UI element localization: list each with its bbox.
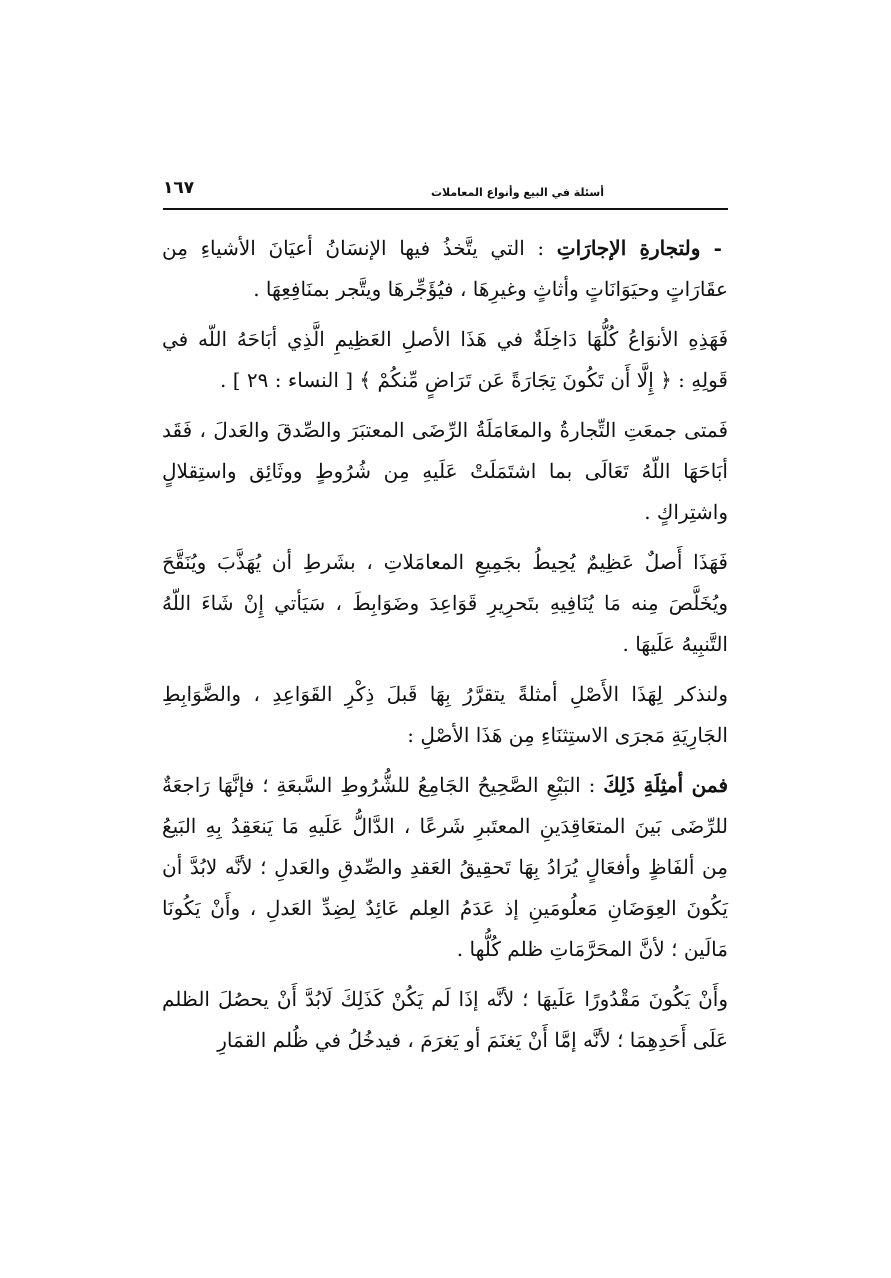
paragraph-text: وأَنْ يَكُونَ مَقْدُورًا عَلَيهَا ؛ لأنَّه إذَا لَم يَكُنْ كَذَلِكَ لَابُدَّ أَنْ يحصُلَ الظلم عَلَى أَحَدِهِمَا ؛ لأنَّه إمَّا أَنْ يَغنَمَ أو يَغرَمَ ، فيدخُلُ في ظُلم القمَارِ [162,987,728,1052]
paragraph [162,765,728,970]
body-text [162,228,728,1070]
paragraph [162,410,728,533]
paragraph-lead: فمن أمثِلَةِ ذَلِكَ [603,773,729,797]
paragraph-text: فَمتى جمعَتِ التِّجارةُ والمعَامَلَةُ الرِّضَى المعتبَرَ والصِّدقَ والعَدلَ ، فَقَد أبَاحَهَا اللّهُ تَعَالَى بما اشتَمَلَتْ عَلَيهِ مِن شُرُوطٍ ووثَائِق واستِقلالٍ واشتِراكٍ . [162,418,728,524]
paragraph [162,979,728,1061]
header-rule [163,208,728,210]
page-number: ١٦٧ [163,178,195,198]
paragraph [162,674,728,756]
paragraph-lead: - ولتجارةِ الإجارَاتِ [556,236,722,260]
paragraph [162,542,728,665]
paragraph [162,228,728,310]
paragraph-text: : البَيْعِ الصَّحِيحُ الجَامِعُ للشُّرُوطِ السَّبعَةِ ؛ فإنَّهَا رَاجعَةٌ للرِّضَى بَينَ المتعَاقِدَينِ المعتَبرِ شَرعًا ، الدَّالُّ عَلَيهِ مَا يَنعَقِدُ بِهِ البَيعُ مِن ألفَاظٍ وأفعَالٍ يُرَادُ بِهَا تَحقِيقُ العَقدِ والصِّدقِ والعَدلِ ؛ لأنَّه لابُدَّ أن يَكُونَ العِوَضَانِ مَعلُومَينِ إذ عَدَمُ العِلم عَائِدٌ لِضِدِّ العَدلِ ، وأَنْ يَكُونَا مَالَين ؛ لأنَّ المحَرَّمَاتِ ظلم كُلُّها . [162,773,728,961]
header-title: أسئلة في البيع وأنواع المعاملات [430,186,604,199]
running-header [163,176,891,210]
paragraph [162,319,728,401]
paragraph-text: : التي يتَّخذُ فيها الإنسَانُ أعيَانَ الأشياءِ مِن عقَارَاتٍ وحيَوَانَاتٍ وأثاثٍ وغيرِهَا ، فيُؤَجِّرهَا ويتَّجر بمنَافِعِهَا . [162,236,728,301]
paragraph-text: ولنذكر لِهَذَا الأَصْلِ أمثلةً يتقرَّرُ بِهَا قَبلَ ذِكْرِ القَوَاعِدِ ، والضَّوَابِطِ الجَارِيَةِ مَجرَى الاستِثنَاءِ مِن هَذَا الأصْلِ : [162,682,728,747]
paragraph-text: فَهَذَا أَصلٌ عَظِيمٌ يُحِيطُ بجَمِيعِ المعامَلاتِ ، بشَرطِ أن يُهَذَّبَ ويُنَقَّحَ ويُخَلَّصَ مِنه مَا يُنَافِيهِ بتَحرِيرِ قَوَاعِدَ وضَوَابِطَ ، سَيَأتي إِنْ شَاءَ اللّهُ التَّنبِيهُ عَلَيهَا . [162,550,728,656]
paragraph-text: فَهَذِهِ الأنوَاعُ كُلُّهَا دَاخِلَةٌ في هَذَا الأصلِ العَظِيمِ الَّذِي أبَاحَهُ اللّه في قَولِهِ : ﴿ إِلَّا أَن تَكُونَ تِجَارَةً عَن تَرَاضٍ مِّنكُمْ ﴾ [ النساء : ٢٩ ] . [162,327,729,392]
